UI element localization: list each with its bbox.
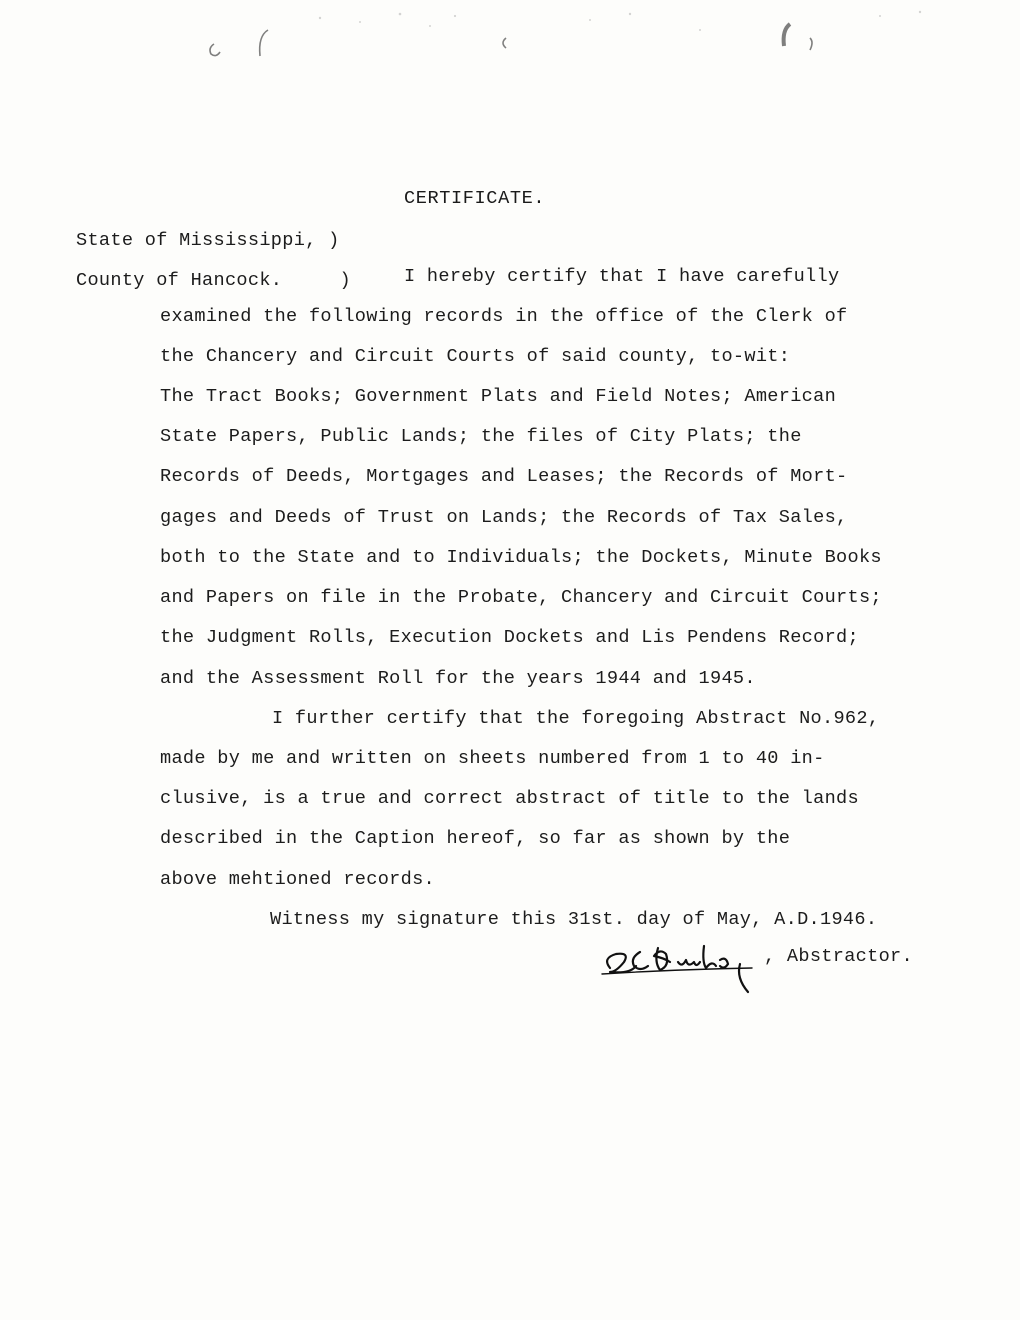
- certificate-title: CERTIFICATE.: [404, 188, 546, 209]
- abstractor-label: , Abstractor.: [764, 946, 913, 967]
- paragraph1-line: examined the following records in the office of the Clerk of: [160, 306, 848, 327]
- paragraph1-line: The Tract Books; Government Plats and Field Notes; American: [160, 386, 837, 407]
- paragraph2-line: above mehtioned records.: [160, 869, 435, 890]
- paragraph1-line: Records of Deeds, Mortgages and Leases; the Records of Mort-: [160, 466, 848, 487]
- paragraph1-line: and Papers on file in the Probate, Chancery and Circuit Courts;: [160, 587, 882, 608]
- paragraph1-line: the Chancery and Circuit Courts of said county, to-wit:: [160, 346, 791, 367]
- venue-state-line: State of Mississippi, ): [76, 230, 340, 251]
- paragraph2-line: clusive, is a true and correct abstract of title to the lands: [160, 788, 859, 809]
- paragraph1-line: State Papers, Public Lands; the files of City Plats; the: [160, 426, 802, 447]
- paragraph2-line: described in the Caption hereof, so far as shown by the: [160, 828, 791, 849]
- paragraph1-line: and the Assessment Roll for the years 1944 and 1945.: [160, 668, 756, 689]
- handwritten-signature: [600, 938, 780, 998]
- paragraph1-line: the Judgment Rolls, Execution Dockets and Lis Pendens Record;: [160, 627, 859, 648]
- scan-artifact-marks: [0, 0, 1020, 120]
- paragraph1-line: I hereby certify that I have carefully: [404, 266, 840, 287]
- paragraph1-line: both to the State and to Individuals; the Dockets, Minute Books: [160, 547, 882, 568]
- paragraph2-line: made by me and written on sheets numbered from 1 to 40 in-: [160, 748, 825, 769]
- paragraph2-line: I further certify that the foregoing Abstract No.962,: [272, 708, 880, 729]
- paragraph1-line: gages and Deeds of Trust on Lands; the Records of Tax Sales,: [160, 507, 848, 528]
- witness-line: Witness my signature this 31st. day of May, A.D.1946.: [270, 909, 878, 930]
- venue-county-line: County of Hancock. ): [76, 270, 351, 291]
